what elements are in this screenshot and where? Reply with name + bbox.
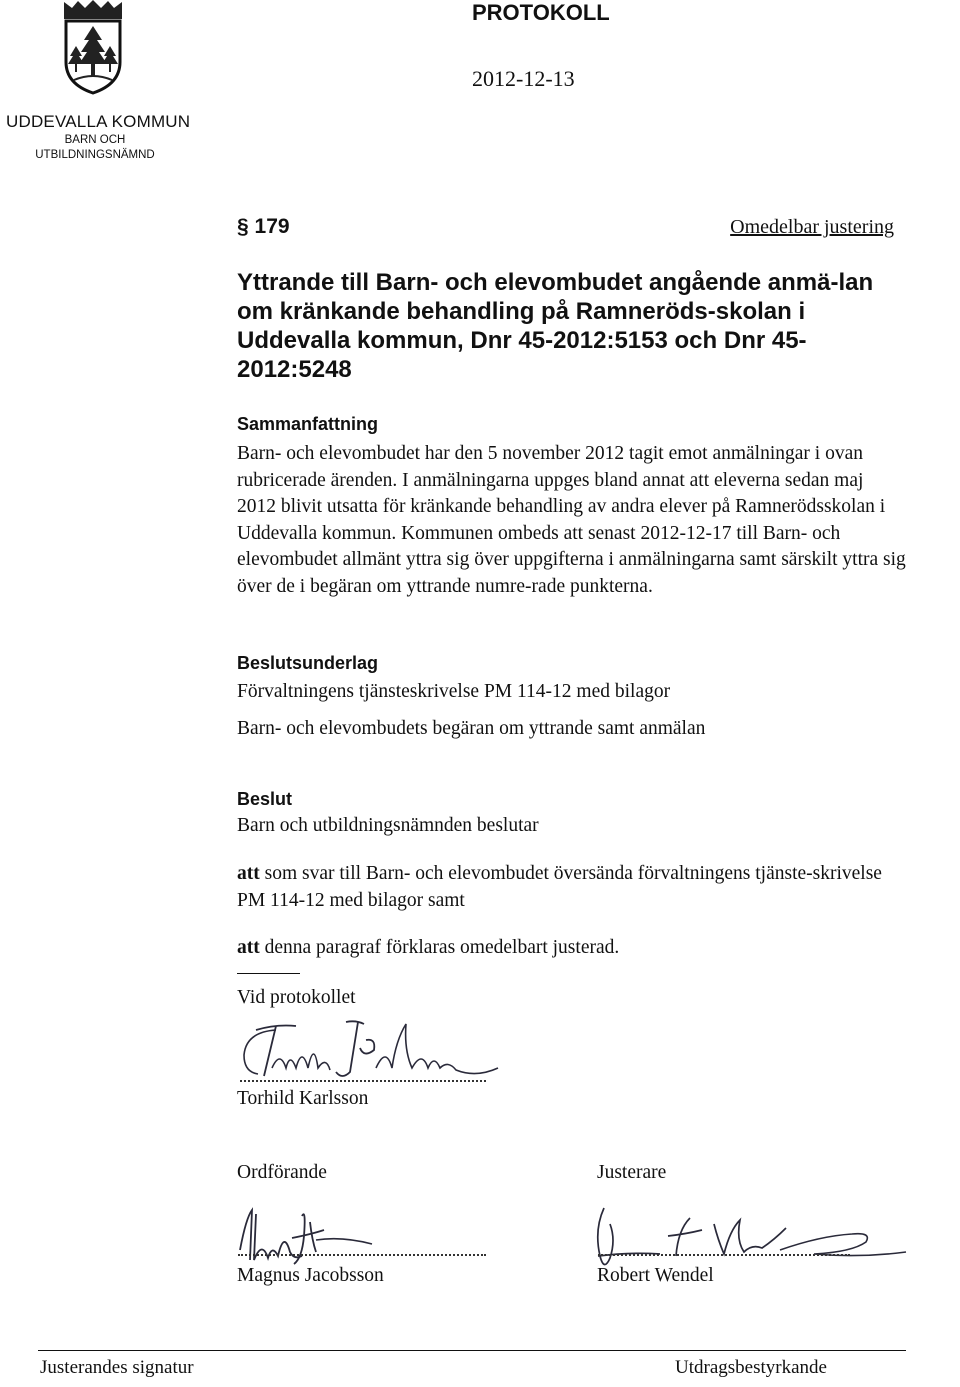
decision-basis-heading: Beslutsunderlag bbox=[237, 653, 379, 673]
minutes-label: Vid protokollet bbox=[237, 987, 356, 1008]
department-name-line1: BARN OCH bbox=[64, 134, 126, 146]
signature-line bbox=[240, 1080, 486, 1082]
document-date: 2012-12-13 bbox=[472, 66, 575, 91]
adjuster-role-label: Justerare bbox=[597, 1162, 667, 1183]
department-name-line2: UTBILDNINGSNÄMND bbox=[35, 149, 155, 161]
adjuster-signature-label: Justerandes signatur bbox=[40, 1357, 194, 1378]
signature-line bbox=[238, 1254, 486, 1256]
decision-clause-text: som svar till Barn- och elevombudet översända förvaltningens tjänste-skrivelse PM 114-12 med bilagor samt bbox=[237, 863, 882, 911]
decision-basis-item: Förvaltningens tjänsteskrivelse PM 114-12 med bilagor bbox=[237, 681, 671, 702]
decision-basis-item: Barn- och elevombudets begäran om yttrande samt anmälan bbox=[237, 718, 706, 739]
adjuster-name: Robert Wendel bbox=[597, 1265, 714, 1286]
decision-keyword: att bbox=[237, 937, 260, 958]
decision-clause-text: denna paragraf förklaras omedelbart justerad. bbox=[259, 937, 620, 958]
document-type: PROTOKOLL bbox=[472, 0, 610, 25]
organization-name: UDDEVALLA KOMMUN bbox=[6, 112, 191, 131]
immediate-adjustment-note: Omedelbar justering bbox=[730, 216, 894, 238]
decision-intro: Barn och utbildningsnämnden beslutar bbox=[237, 815, 539, 836]
extract-certification-label: Utdragsbestyrkande bbox=[675, 1357, 827, 1378]
decision-clause bbox=[237, 861, 897, 914]
secretary-name: Torhild Karlsson bbox=[237, 1088, 369, 1109]
summary-text: Barn- och elevombudet har den 5 november 2012 tagit emot anmälningar i ovan rubricerade ärenden. I anmälningarna uppges bland annat att eleverna sedan maj 2012 blivit utsatta för kränkande behandling av andra elever på Ramnerödsskolan i Uddevalla kommun. Kommunen ombeds att senast 2012-12-17 till Barn- och elevombudet allmänt yttra sig över uppgifterna i anmälningarna samt särskilt yttra sig över de i begäran om yttrande numre-rade punkterna. bbox=[237, 443, 906, 597]
separator-dash bbox=[237, 973, 300, 974]
decision-clause bbox=[237, 935, 619, 962]
secretary-signature bbox=[236, 1010, 506, 1085]
signature-line bbox=[598, 1254, 850, 1256]
summary-heading: Sammanfattning bbox=[237, 414, 379, 434]
coat-of-arms-logo bbox=[58, 0, 128, 95]
decision-keyword: att bbox=[237, 863, 260, 884]
paragraph-number: § 179 bbox=[237, 215, 290, 238]
footer-divider bbox=[38, 1350, 906, 1351]
chair-name: Magnus Jacobsson bbox=[237, 1265, 384, 1286]
chair-role-label: Ordförande bbox=[237, 1162, 327, 1183]
decision-heading: Beslut bbox=[237, 789, 293, 809]
document-title: Yttrande till Barn- och elevombudet angående anmä-lan om kränkande behandling på Ramneröds-skolan i Uddevalla kommun, Dnr 45-2012:5153 och Dnr 45-2012:5248 bbox=[237, 269, 874, 383]
